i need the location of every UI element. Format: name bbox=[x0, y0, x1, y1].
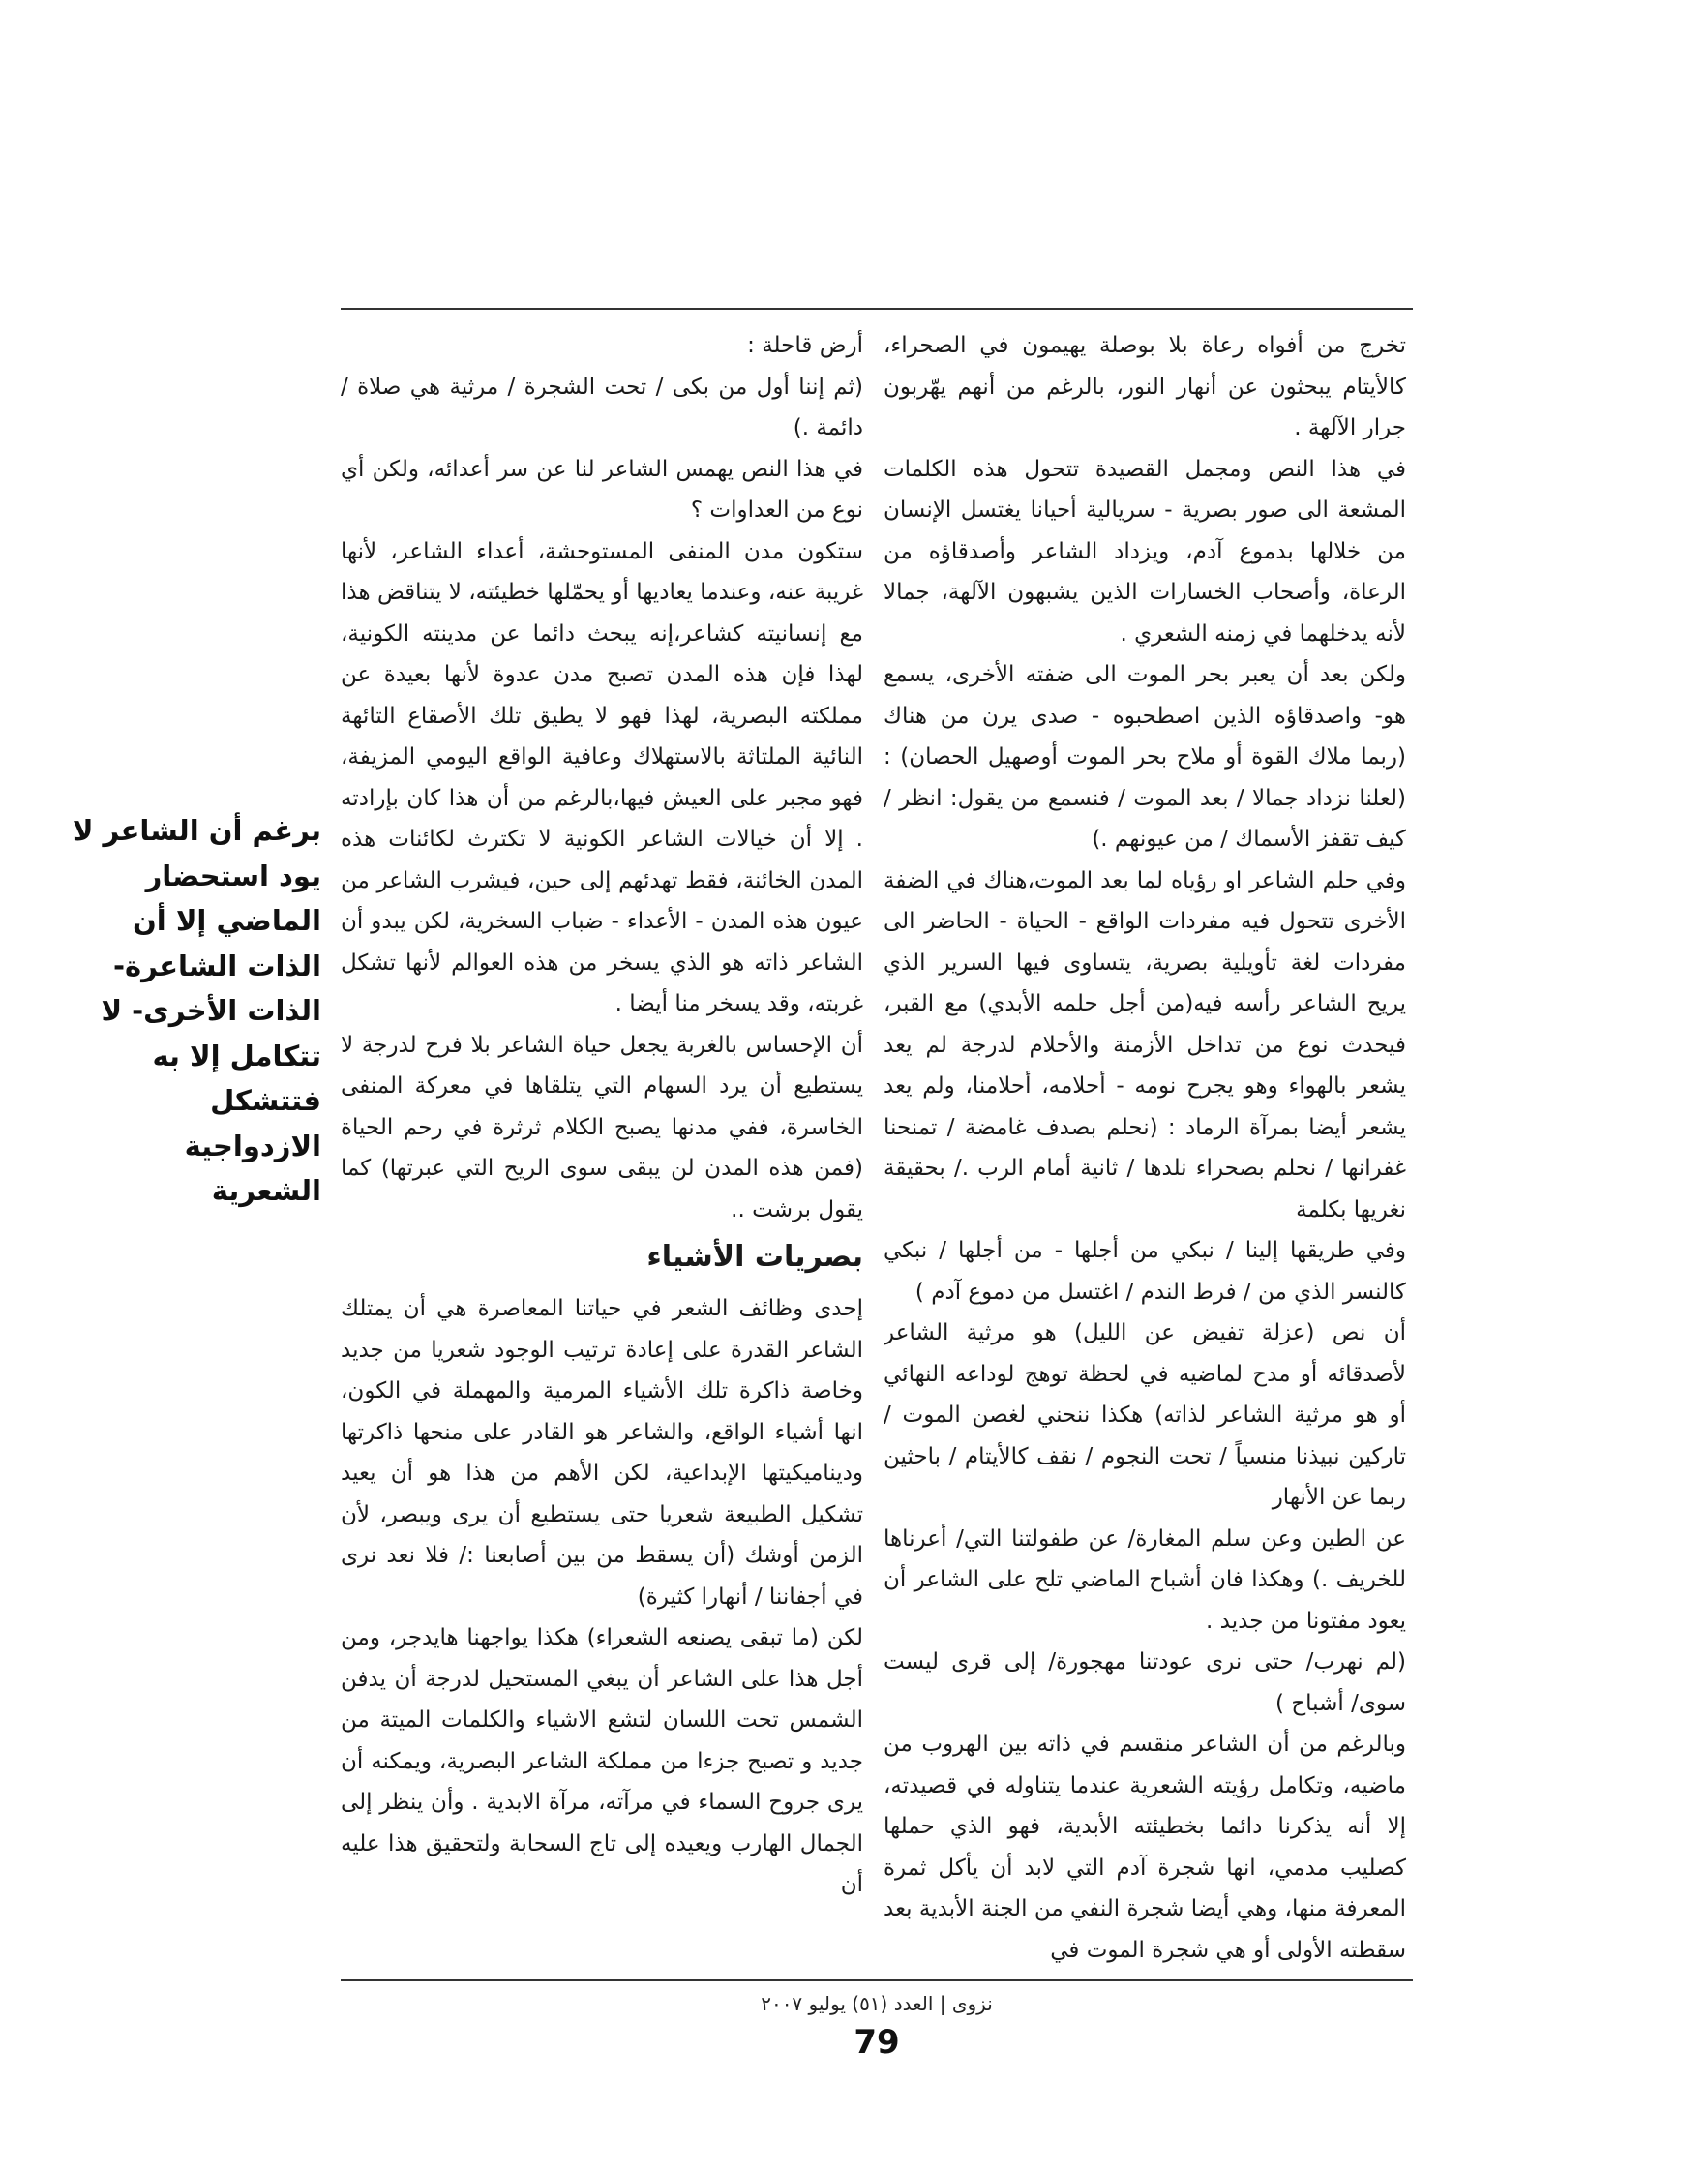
paragraph: في هذا النص يهمس الشاعر لنا عن سر أعدائه، ولكن أي نوع من العداوات ؟ bbox=[341, 456, 863, 523]
paragraph: وبالرغم من أن الشاعر منقسم في ذاته بين الهروب من ماضيه، وتكامل رؤيته الشعرية عندما يتناوله في قصيدته، إلا أنه يذكرنا دائما بخطيئته الأبدية، فهو الذي حملها كصليب مدمي، انها شجرة آدم التي لابد أن يأكل ثمرة المعرفة منها، وهي أيضا شجرة النفي من الجنة الأبدية بعد سقطته الأولى أو هي شجرة الموت في bbox=[884, 1732, 1406, 1963]
paragraph: وفي حلم الشاعر او رؤياه لما بعد الموت،هناك في الضفة الأخرى تتحول فيه مفردات الواقع - الحياة - الحاضر الى مفردات لغة تأويلية بصرية، يتساوى فيها السرير الذي يريح الشاعر رأسه فيه(من أجل حلمه الأبدي) مع القبر، فيحدث نوع من تداخل الأزمنة والأحلام لدرجة لم يعد يشعر بالهواء وهو يجرح نومه - أحلامه، أحلامنا، ولم يعد يشعر أيضا بمرآة الرماد : (نحلم بصدف غامضة / تمنحنا غفرانها / نحلم بصحراء نلدها / ثانية أمام الرب ./ بحقيقة نغريها بكلمة bbox=[884, 867, 1406, 1222]
pull-quote: برغم أن الشاعر لا يود استحضار الماضي إلا أن الذات الشاعرة- الذات الأخرى- لا تتكامل إلا به فتتشكل الازدواجية الشعرية bbox=[72, 814, 321, 1207]
section-heading: بصريات الأشياء bbox=[646, 1240, 863, 1274]
paragraph: أن الإحساس بالغربة يجعل حياة الشاعر بلا فرح لدرجة لا يستطيع أن يرد السهام التي يتلقاها في معركة المنفى الخاسرة، ففي مدنها يصبح الكلام ثرثرة في رحم الحياة (فمن هذه المدن لن يبقى سوى الريح التي عبرتها) كما يقول برشت .. bbox=[341, 1032, 863, 1222]
paragraph: أرض قاحلة : bbox=[747, 333, 863, 358]
paragraph: تخرج من أفواه رعاة بلا بوصلة يهيمون في الصحراء، كالأيتام يبحثون عن أنهار النور، بالرغم من أنهم يهّربون جرار الآلهة . bbox=[884, 333, 1406, 440]
paragraph: (لم نهرب/ حتى نرى عودتنا مهجورة/ إلى قرى ليست سوى/ أشباح ) bbox=[884, 1649, 1406, 1716]
magazine-issue-line: نزوى | العدد (٥١) يوليو ٢٠٠٧ bbox=[761, 1992, 993, 2015]
paragraph: إحدى وظائف الشعر في حياتنا المعاصرة هي أن يمتلك الشاعر القدرة على إعادة ترتيب الوجود شعريا من جديد وخاصة ذاكرة تلك الأشياء المرمية والمهملة في الكون، انها أشياء الواقع، والشاعر هو القادر على منحها ذاكرتها وديناميكيتها الإبداعية، لكن الأهم من هذا هو أن يعيد تشكيل الطبيعة شعريا حتى يستطيع أن يرى ويبصر، لأن الزمن أوشك (أن يسقط من بين أصابعنا :/ فلا نعد نرى في أجفاننا / أنهارا كثيرة) bbox=[341, 1296, 863, 1610]
article-column-left bbox=[341, 325, 863, 1971]
paragraph: أن نص (عزلة تفيض عن الليل) هو مرثية الشاعر لأصدقائه أو مدح لماضيه في لحظة توهج لوداعه النهائي أو هو مرثية الشاعر لذاته) هكذا ننحني لغصن الموت / تاركين نبيذنا منسياً / تحت النجوم / نقف كالأيتام / باحثين ربما عن الأنهار bbox=[884, 1320, 1406, 1510]
paragraph: في هذا النص ومجمل القصيدة تتحول هذه الكلمات المشعة الى صور بصرية - سريالية أحيانا يغتسل الإنسان من خلالها بدموع آدم، ويزداد الشاعر وأصدقاؤه من الرعاة، وأصحاب الخسارات الذين يشبهون الآلهة، جمالا لأنه يدخلهما في زمنه الشعري . bbox=[884, 456, 1406, 647]
paragraph: لكن (ما تبقى يصنعه الشعراء) هكذا يواجهنا هايدجر، ومن أجل هذا على الشاعر أن يبغي المستحيل لدرجة أن يدفن الشمس تحت اللسان لتشع الاشياء والكلمات الميتة من جديد و تصبح جزءا من مملكة الشاعر البصرية، ويمكنه أن يرى جروح السماء في مرآته، مرآة الابدية . وأن ينظر إلى الجمال الهارب ويعيده إلى تاج السحابة ولتحقيق هذا عليه أن bbox=[341, 1625, 863, 1897]
paragraph: ولكن بعد أن يعبر بحر الموت الى ضفته الأخرى، يسمع هو- واصدقاؤه الذين اصطحبوه - صدى يرن من هناك (ربما ملاك القوة أو ملاح بحر الموت أوصهيل الحصان) : (لعلنا نزداد جمالا / بعد الموت / فنسمع من يقول: انظر / كيف تقفز الأسماك / من عيونهم .) bbox=[884, 662, 1406, 852]
paragraph: ستكون مدن المنفى المستوحشة، أعداء الشاعر، لأنها غريبة عنه، وعندما يعاديها أو يحمّلها خطيئته، لا يتناقض هذا مع إنسانيته كشاعر،إنه يبحث دائما عن مدينته الكونية، لهذا فإن هذه المدن تصبح مدن عدوة لأنها بعيدة عن مملكته البصرية، لهذا فهو لا يطيق تلك الأصقاع التائهة النائية الملتاثة بالاستهلاك وعافية الواقع اليومي المزيفة، فهو مجبر على العيش فيها،بالرغم من أن هذا كان بإرادته . إلا أن خيالات الشاعر الكونية لا تكترث لكائنات هذه المدن الخائنة، فقط تهدئهم إلى حين، فيشرب الشاعر من عيون هذه المدن - الأعداء - ضباب السخرية، لكن يبدو أن الشاعر ذاته هو الذي يسخر من هذه العوالم لأنها تشكل غربته، وقد يسخر منا أيضا . bbox=[341, 538, 863, 1016]
paragraph: وفي طريقها إلينا / نبكي من أجلها - من أجلها / نبكي كالنسر الذي من / فرط الندم / اغتسل من دموع آدم ) bbox=[884, 1238, 1406, 1305]
page-number: 79 bbox=[854, 2023, 900, 2062]
paragraph: (ثم إننا أول من بكى / تحت الشجرة / مرثية هي صلاة / دائمة .) bbox=[341, 374, 863, 440]
article-column-right bbox=[884, 325, 1406, 1971]
top-divider bbox=[341, 308, 1413, 310]
bottom-divider bbox=[341, 1979, 1413, 1981]
paragraph: عن الطين وعن سلم المغارة/ عن طفولتنا التي/ أعرناها للخريف .) وهكذا فان أشباح الماضي تلح على الشاعر أن يعود مفتونا من جديد . bbox=[884, 1525, 1406, 1634]
